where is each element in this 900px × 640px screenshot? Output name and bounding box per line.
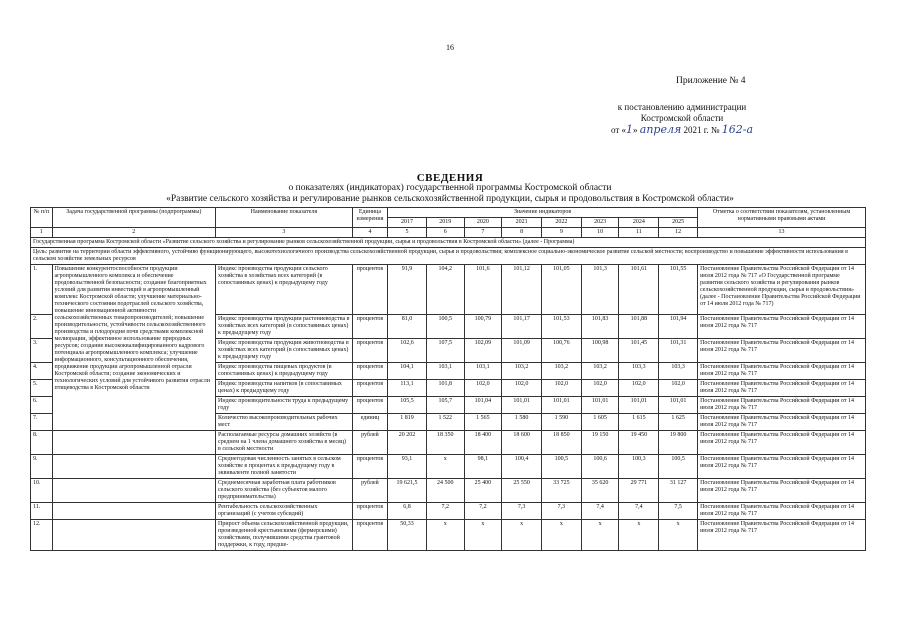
note-cell: Постановление Правительства Российской Федерации от 14 июля 2012 года № 717 bbox=[698, 431, 866, 455]
unit-cell: процентов bbox=[352, 380, 388, 397]
goal-cell: Цель: развитие на территории области эффективного, устойчиво функционирующего, высокотехнологичного производства сельскохозяйственной продукции, сырья и продовольствия; комплексное социально-экономическое развитие сельской местности; воспроизводство и повышение эффективности использования в сельском хозяйстве земельных ресурсов bbox=[31, 248, 866, 265]
value-cell: 93,1 bbox=[388, 455, 427, 479]
value-cell: 33 725 bbox=[542, 479, 582, 503]
document-title: СВЕДЕНИЯ bbox=[416, 172, 484, 184]
value-cell: 101,12 bbox=[502, 265, 542, 315]
task-cell-empty bbox=[52, 455, 216, 479]
value-cell: 103,2 bbox=[542, 363, 582, 380]
column-number: 9 bbox=[542, 228, 582, 238]
column-number: 6 bbox=[426, 228, 464, 238]
value-cell: 81,0 bbox=[388, 315, 427, 339]
table-row bbox=[31, 455, 866, 479]
value-cell: 31 127 bbox=[659, 479, 698, 503]
value-cell: 7,2 bbox=[464, 503, 502, 520]
value-cell: 101,01 bbox=[659, 397, 698, 414]
value-cell: 103,2 bbox=[502, 363, 542, 380]
value-cell: 7,2 bbox=[426, 503, 464, 520]
value-cell: 101,94 bbox=[659, 315, 698, 339]
value-cell: 6,8 bbox=[388, 503, 427, 520]
note-cell: Постановление Правительства Российской Федерации от 14 июля 2012 года № 717 bbox=[698, 380, 866, 397]
value-cell: 101,6 bbox=[464, 265, 502, 315]
value-cell: 19 150 bbox=[581, 431, 619, 455]
note-cell: Постановление Правительства Российской Федерации от 14 июля 2012 года № 717 bbox=[698, 520, 866, 551]
unit-cell: процентов bbox=[352, 339, 388, 363]
header-indicator: Наименование показателя bbox=[216, 208, 353, 228]
value-cell: 100,3 bbox=[619, 455, 659, 479]
decree-prefix: от « bbox=[610, 125, 627, 135]
value-cell: 29 771 bbox=[619, 479, 659, 503]
row-number: 8. bbox=[31, 431, 53, 455]
row-number: 4. bbox=[31, 363, 53, 380]
value-cell: 103,3 bbox=[659, 363, 698, 380]
note-cell: Постановление Правительства Российской Федерации от 14 июля 2012 года № 717 bbox=[698, 503, 866, 520]
column-number: 5 bbox=[388, 228, 427, 238]
unit-cell: процентов bbox=[352, 503, 388, 520]
value-cell: 113,1 bbox=[388, 380, 427, 397]
header-year: 2017 bbox=[388, 218, 427, 228]
page-number: 16 bbox=[446, 43, 454, 52]
value-cell: 1 615 bbox=[619, 414, 659, 431]
value-cell: 18 850 bbox=[542, 431, 582, 455]
value-cell: 105,5 bbox=[388, 397, 427, 414]
value-cell: 100,6 bbox=[581, 455, 619, 479]
task-cell-empty bbox=[52, 479, 216, 503]
note-cell: Постановление Правительства Российской Федерации от 14 июля 2012 года № 717 «О Государственной программе развития сельского хозяйства и регулирования рынков сельскохозяйственной продукции, сырья и продовольствия» (далее - Постановление Правительства Российской Федерации от 14 июля 2012 года № 717) bbox=[698, 265, 866, 315]
value-cell: х bbox=[581, 520, 619, 551]
column-number: 13 bbox=[698, 228, 866, 238]
value-cell: 19 621,5 bbox=[388, 479, 427, 503]
goal-row bbox=[31, 248, 866, 265]
program-row bbox=[31, 238, 866, 248]
value-cell: 18 350 bbox=[426, 431, 464, 455]
note-cell: Постановление Правительства Российской Федерации от 14 июля 2012 года № 717 bbox=[698, 315, 866, 339]
value-cell: 35 620 bbox=[581, 479, 619, 503]
header-year: 2020 bbox=[464, 218, 502, 228]
task-cell-empty bbox=[52, 520, 216, 551]
note-cell: Постановление Правительства Российской Федерации от 14 июля 2012 года № 717 bbox=[698, 363, 866, 380]
value-cell: 91,9 bbox=[388, 265, 427, 315]
note-cell: Постановление Правительства Российской Федерации от 14 июля 2012 года № 717 bbox=[698, 414, 866, 431]
row-number: 12. bbox=[31, 520, 53, 551]
value-cell: 101,61 bbox=[619, 265, 659, 315]
note-cell: Постановление Правительства Российской Федерации от 14 июля 2012 года № 717 bbox=[698, 455, 866, 479]
indicator-name: Индекс производительности труда к предыдущему году bbox=[216, 397, 353, 414]
note-cell: Постановление Правительства Российской Федерации от 14 июля 2012 года № 717 bbox=[698, 479, 866, 503]
header-year: 2021 bbox=[502, 218, 542, 228]
table-row bbox=[31, 431, 866, 455]
column-number: 11 bbox=[619, 228, 659, 238]
value-cell: 103,2 bbox=[581, 363, 619, 380]
value-cell: 107,5 bbox=[426, 339, 464, 363]
value-cell: 1 625 bbox=[659, 414, 698, 431]
value-cell: х bbox=[464, 520, 502, 551]
value-cell: х bbox=[502, 520, 542, 551]
decree-line3: от «1» апреля 2021 г. № 162-а bbox=[610, 123, 754, 136]
indicator-name: Индекс производства продукции животноводства в хозяйствах всех категорий (в сопоставимых ценах) к предыдущему году bbox=[216, 339, 353, 363]
value-cell: 101,31 bbox=[659, 339, 698, 363]
value-cell: 1 605 bbox=[581, 414, 619, 431]
value-cell: 103,3 bbox=[619, 363, 659, 380]
indicator-name: Среднегодовая численность занятых в сельском хозяйстве в процентах к предыдущему году в эквиваленте полной занятости bbox=[216, 455, 353, 479]
value-cell: 102,0 bbox=[581, 380, 619, 397]
table-row bbox=[31, 520, 866, 551]
header-row bbox=[31, 208, 866, 218]
indicator-name: Среднемесячная заработная плата работников сельского хозяйства (без субъектов малого предпринимательства) bbox=[216, 479, 353, 503]
value-cell: 100,98 bbox=[581, 339, 619, 363]
header-year: 2023 bbox=[581, 218, 619, 228]
value-cell: 101,8 bbox=[426, 380, 464, 397]
value-cell: 18 600 bbox=[502, 431, 542, 455]
value-cell: 102,0 bbox=[542, 380, 582, 397]
row-number: 1. bbox=[31, 265, 53, 315]
value-cell: 101,05 bbox=[542, 265, 582, 315]
value-cell: 101,01 bbox=[581, 397, 619, 414]
column-numbers-row bbox=[31, 228, 866, 238]
header-year: 2025 bbox=[659, 218, 698, 228]
value-cell: 1 522 bbox=[426, 414, 464, 431]
decree-month: апреля bbox=[639, 123, 682, 136]
value-cell: 98,1 bbox=[464, 455, 502, 479]
header-year: 2024 bbox=[619, 218, 659, 228]
unit-cell: рублей bbox=[352, 479, 388, 503]
value-cell: 102,0 bbox=[464, 380, 502, 397]
row-number: 6. bbox=[31, 397, 53, 414]
value-cell: 103,1 bbox=[464, 363, 502, 380]
header-unit: Единица измерения bbox=[352, 208, 388, 228]
row-number: 11. bbox=[31, 503, 53, 520]
value-cell: 104,1 bbox=[388, 363, 427, 380]
value-cell: 25 400 bbox=[464, 479, 502, 503]
value-cell: 7,4 bbox=[581, 503, 619, 520]
decree-reference bbox=[597, 102, 767, 136]
header-note: Отметка о соответствии показателям, установленным нормативными правовыми актами bbox=[698, 208, 866, 228]
indicator-name: Индекс производства продукции сельского хозяйства в хозяйствах всех категорий (в сопоставимых ценах) к предыдущему году bbox=[216, 265, 353, 315]
value-cell: 1 590 bbox=[542, 414, 582, 431]
table-row bbox=[31, 265, 866, 315]
value-cell: 101,04 bbox=[464, 397, 502, 414]
value-cell: 101,83 bbox=[581, 315, 619, 339]
value-cell: х bbox=[659, 520, 698, 551]
value-cell: 101,01 bbox=[502, 397, 542, 414]
row-number: 10. bbox=[31, 479, 53, 503]
value-cell: 101,45 bbox=[619, 339, 659, 363]
header-task: Задача государственной программы (подпрограммы) bbox=[52, 208, 216, 228]
value-cell: 101,17 bbox=[502, 315, 542, 339]
value-cell: 50,33 bbox=[388, 520, 427, 551]
unit-cell: процентов bbox=[352, 363, 388, 380]
header-values: Значение индикаторов bbox=[388, 208, 698, 218]
decree-day: 1 bbox=[626, 123, 634, 136]
row-number: 9. bbox=[31, 455, 53, 479]
value-cell: х bbox=[426, 455, 464, 479]
value-cell: 100,4 bbox=[502, 455, 542, 479]
note-cell: Постановление Правительства Российской Федерации от 14 июля 2012 года № 717 bbox=[698, 397, 866, 414]
task-cell-empty bbox=[52, 503, 216, 520]
appendix-label: Приложение № 4 bbox=[676, 76, 746, 86]
header-num: № п/п bbox=[31, 208, 53, 228]
value-cell: 101,53 bbox=[542, 315, 582, 339]
value-cell: 7,4 bbox=[619, 503, 659, 520]
header-year: 2019 bbox=[426, 218, 464, 228]
decree-year: 2021 г. № bbox=[683, 125, 720, 135]
value-cell: 100,5 bbox=[426, 315, 464, 339]
value-cell: 101,88 bbox=[619, 315, 659, 339]
value-cell: 100,5 bbox=[542, 455, 582, 479]
note-cell: Постановление Правительства Российской Федерации от 14 июля 2012 года № 717 bbox=[698, 339, 866, 363]
decree-line1: к постановлению администрации bbox=[617, 102, 747, 112]
column-number: 3 bbox=[216, 228, 353, 238]
unit-cell: процентов bbox=[352, 455, 388, 479]
value-cell: 101,3 bbox=[581, 265, 619, 315]
value-cell: 102,0 bbox=[502, 380, 542, 397]
row-number: 2. bbox=[31, 315, 53, 339]
value-cell: 102,09 bbox=[464, 339, 502, 363]
value-cell: 100,79 bbox=[464, 315, 502, 339]
indicator-name: Индекс производства пищевых продуктов (в сопоставимых ценах) к предыдущему году bbox=[216, 363, 353, 380]
value-cell: 102,6 bbox=[388, 339, 427, 363]
indicator-name: Прирост объема сельскохозяйственной продукции, произведенной крестьянскими (фермерскими) хозяйствами, получившими средства грантовой поддержки, к году, предше- bbox=[216, 520, 353, 551]
value-cell: 101,55 bbox=[659, 265, 698, 315]
value-cell: 103,1 bbox=[426, 363, 464, 380]
value-cell: 101,09 bbox=[502, 339, 542, 363]
value-cell: 7,3 bbox=[502, 503, 542, 520]
value-cell: 102,0 bbox=[659, 380, 698, 397]
table-row bbox=[31, 479, 866, 503]
indicator-name: Рентабельность сельскохозяйственных организаций (с учетом субсидий) bbox=[216, 503, 353, 520]
value-cell: 100,5 bbox=[659, 455, 698, 479]
value-cell: х bbox=[426, 520, 464, 551]
indicator-name: Индекс производства напитков (в сопоставимых ценах) к предыдущему году bbox=[216, 380, 353, 397]
value-cell: 102,0 bbox=[619, 380, 659, 397]
value-cell: 1 580 bbox=[502, 414, 542, 431]
program-cell: Государственная программа Костромской области «Развитие сельского хозяйства и регулирование рынков сельскохозяйственной продукции, сырья и продовольствия в Костромской области» (далее - Программа) bbox=[31, 238, 866, 248]
column-number: 8 bbox=[502, 228, 542, 238]
table-row bbox=[31, 503, 866, 520]
value-cell: 19 800 bbox=[659, 431, 698, 455]
unit-cell: процентов bbox=[352, 520, 388, 551]
indicators-table bbox=[30, 207, 866, 551]
document-subtitle: о показателях (индикаторах) государственной программы Костромской области bbox=[288, 183, 612, 193]
value-cell: 104,2 bbox=[426, 265, 464, 315]
value-cell: 18 400 bbox=[464, 431, 502, 455]
unit-cell: единиц bbox=[352, 414, 388, 431]
unit-cell: процентов bbox=[352, 265, 388, 315]
value-cell: х bbox=[619, 520, 659, 551]
value-cell: 7,3 bbox=[542, 503, 582, 520]
column-number: 4 bbox=[352, 228, 388, 238]
value-cell: х bbox=[542, 520, 582, 551]
decree-line2: Костромской области bbox=[640, 113, 724, 123]
row-number: 5. bbox=[31, 380, 53, 397]
value-cell: 101,01 bbox=[542, 397, 582, 414]
column-number: 7 bbox=[464, 228, 502, 238]
column-number: 10 bbox=[581, 228, 619, 238]
value-cell: 20 202 bbox=[388, 431, 427, 455]
value-cell: 101,01 bbox=[619, 397, 659, 414]
value-cell: 7,5 bbox=[659, 503, 698, 520]
value-cell: 19 450 bbox=[619, 431, 659, 455]
value-cell: 1 819 bbox=[388, 414, 427, 431]
unit-cell: процентов bbox=[352, 315, 388, 339]
value-cell: 1 565 bbox=[464, 414, 502, 431]
value-cell: 24 500 bbox=[426, 479, 464, 503]
row-number: 3. bbox=[31, 339, 53, 363]
decree-number: 162-а bbox=[721, 123, 754, 136]
value-cell: 25 550 bbox=[502, 479, 542, 503]
row-number: 7. bbox=[31, 414, 53, 431]
unit-cell: процентов bbox=[352, 397, 388, 414]
task-cell: Повышение конкурентоспособности продукции агропромышленного комплекса и обеспечение продовольственной безопасности; создание благоприятных условий для развития инвестиций в агропромышленный комплекс Костромской области; улучшение материально-технического состояния подотраслей сельского хозяйства, повышение инновационной активности сельскохозяйственных товаропроизводителей; повышение производительности, устойчивости сельскохозяйственного производства и плодородия почв средствами комплексной мелиорации, эффективное использование природных ресурсов; создание высококвалифицированного кадрового потенциала агропромышленного комплекса; улучшение информационного, консультационного обеспечения, продвижение продукции агропромышленной отрасли Костромской области; создание экономических и технологических условий для устойчивого развития отрасли птицеводства в Костромской области bbox=[52, 265, 216, 431]
indicator-name: Количество высокопроизводительных рабочих мест bbox=[216, 414, 353, 431]
header-year: 2022 bbox=[542, 218, 582, 228]
indicator-name: Располагаемые ресурсы домашних хозяйств (в среднем на 1 члена домашнего хозяйства в месяц) в сельской местности bbox=[216, 431, 353, 455]
value-cell: 100,76 bbox=[542, 339, 582, 363]
task-cell-empty bbox=[52, 431, 216, 455]
column-number: 2 bbox=[52, 228, 216, 238]
indicator-name: Индекс производства продукции растениеводства в хозяйствах всех категорий (в сопоставимых ценах) к предыдущему году bbox=[216, 315, 353, 339]
column-number: 12 bbox=[659, 228, 698, 238]
column-number: 1 bbox=[31, 228, 53, 238]
program-name: «Развитие сельского хозяйства и регулирование рынков сельскохозяйственной продукции, сырья и продовольствия в Костромской области» bbox=[166, 194, 734, 204]
value-cell: 105,7 bbox=[426, 397, 464, 414]
unit-cell: рублей bbox=[352, 431, 388, 455]
